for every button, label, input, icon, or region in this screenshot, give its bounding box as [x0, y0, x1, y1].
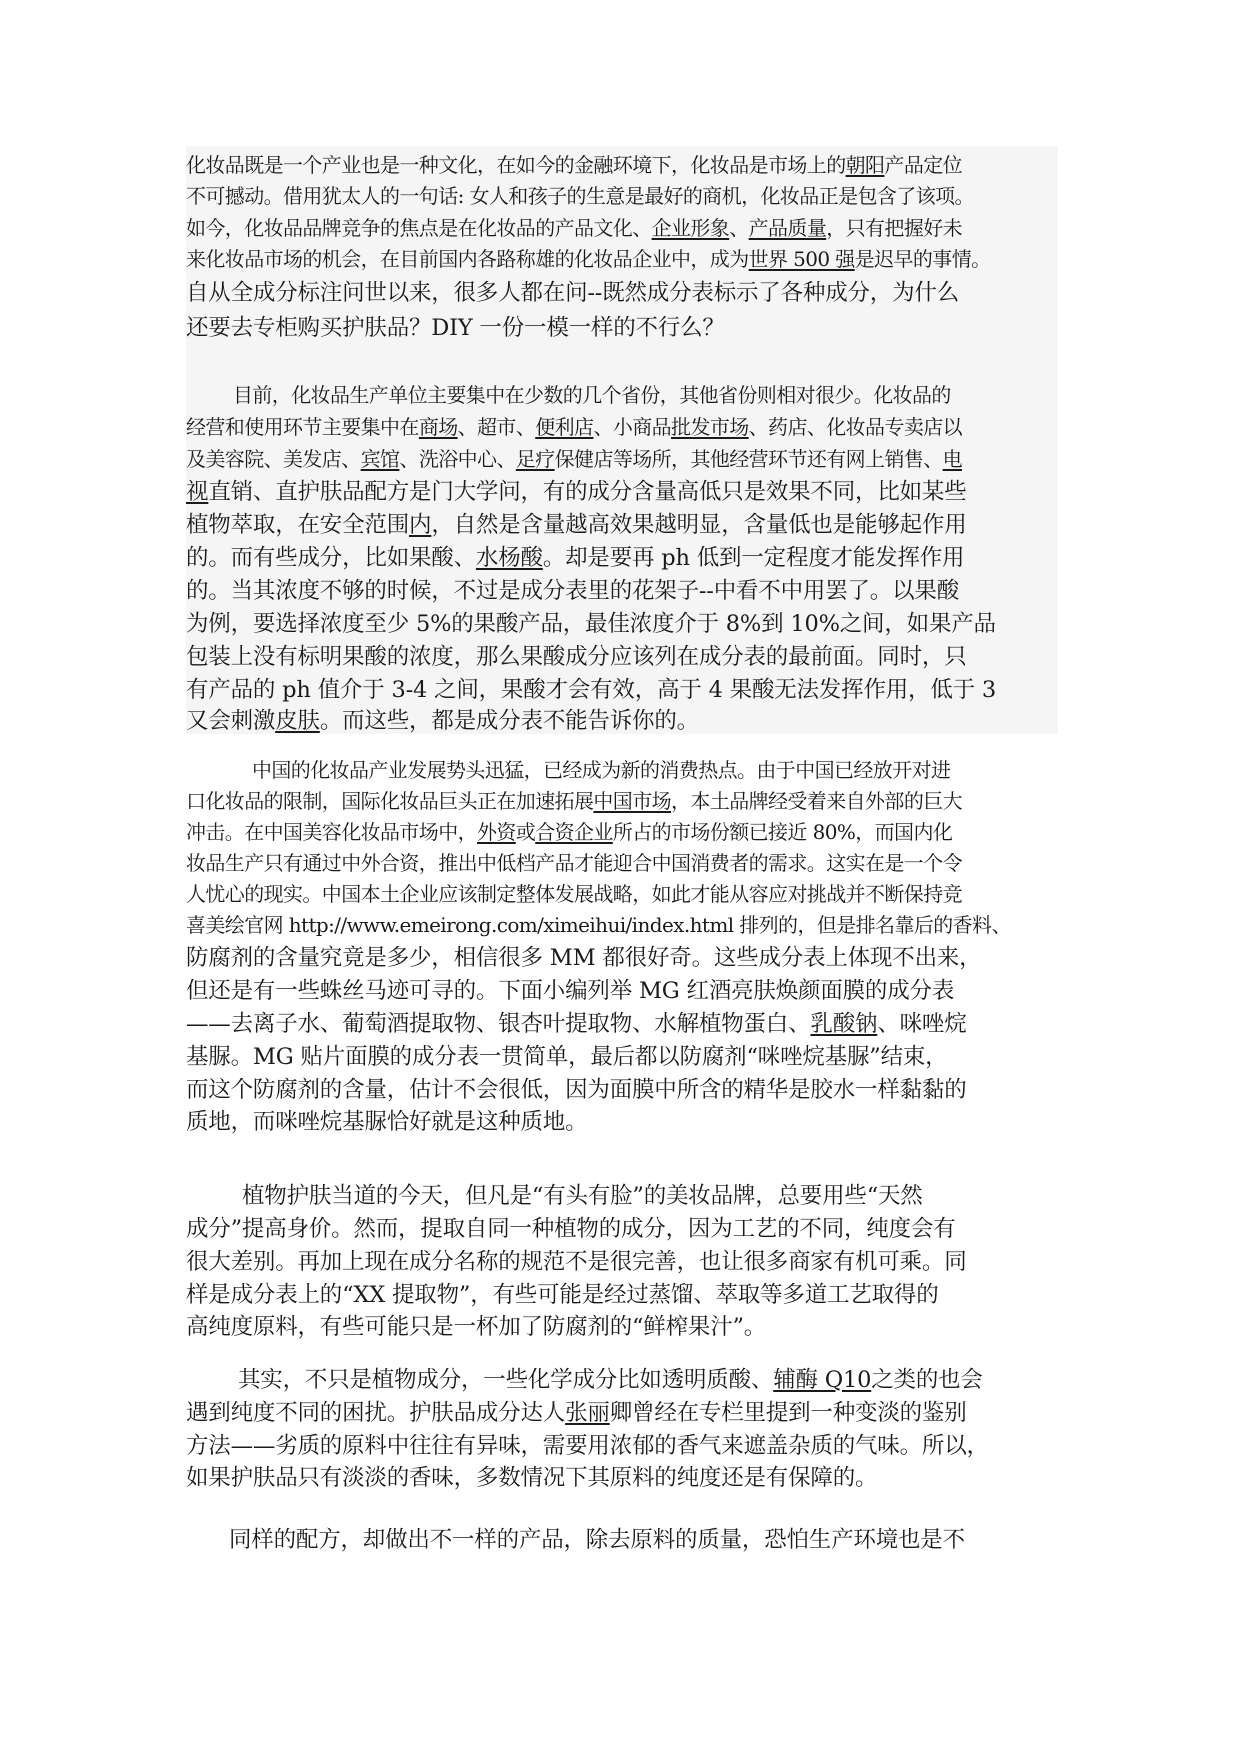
text-segment: ，自然是含量越高效果越明显，含量低也是能够起作用 — [431, 512, 967, 538]
paragraph-2 — [186, 368, 1058, 734]
text-segment: 如今，化妆品品牌竞争的焦点是在化妆品的产品文化、 — [186, 216, 652, 240]
text-segment: 、洗浴中心、 — [399, 447, 516, 471]
paragraph-6 — [186, 1524, 1058, 1564]
text-segment: 是迟早的事情。 — [854, 247, 991, 271]
p3-line — [186, 848, 962, 878]
p2-line — [186, 542, 964, 574]
text-segment: 、咪唑烷 — [877, 1011, 967, 1037]
p3-line — [252, 755, 950, 785]
p1-line — [186, 181, 974, 211]
p2-line — [186, 641, 967, 673]
text-segment: 及美容院、美发店、 — [186, 447, 361, 471]
text-segment: 、超市、 — [457, 415, 536, 439]
text-segment: 喜美绘官网 http://www.emeirong.com/ximeihui/index.html 排列的，但是排名靠后的香料、 — [186, 913, 1011, 937]
text-segment: 口化妆品的限制，国际化妆品巨头正在加速拓展 — [186, 789, 594, 813]
p2-line — [233, 380, 951, 410]
paragraph-3 — [186, 755, 1058, 1175]
text-segment: 样是成分表上的“XX 提取物”，有些可能是经过蒸馏、萃取等多道工艺取得的 — [186, 1282, 939, 1308]
p1-line — [186, 312, 725, 344]
inline-link[interactable]: 合资企业 — [535, 820, 613, 844]
text-segment: 而这个防腐剂的含量，估计不会很低，因为面膜中所含的精华是胶水一样黏黏的 — [186, 1077, 967, 1103]
text-segment: 方法——劣质的原料中往往有异味，需要用浓郁的香气来遮盖杂质的气味。所以， — [186, 1433, 989, 1459]
text-segment: 来化妆品市场的机会，在目前国内各路称雄的化妆品企业中，成为 — [186, 247, 749, 271]
p3-line — [186, 786, 962, 816]
p3-line — [186, 1106, 587, 1138]
p4-line — [186, 1213, 956, 1245]
inline-link[interactable]: 便利店 — [535, 415, 594, 439]
text-segment: 包装上没有标明果酸的浓度，那么果酸成分应该列在成分表的最前面。同时，只 — [186, 644, 967, 670]
p3-line — [186, 1074, 967, 1106]
inline-link[interactable]: 世界 500 强 — [748, 247, 855, 271]
inline-link[interactable]: 产品质量 — [748, 216, 827, 240]
text-segment: 目前，化妆品生产单位主要集中在少数的几个省份，其他省份则相对很少。化妆品的 — [233, 383, 951, 407]
text-segment: 不可撼动。借用犹太人的一句话: 女人和孩子的生意是最好的商机，化妆品正是包含了该项。 — [186, 184, 974, 208]
text-segment: 的。当其浓度不够的时候，不过是成分表里的花架子--中看不中用罢了。以果酸 — [186, 578, 960, 604]
text-segment: 为例，要选择浓度至少 5%的果酸产品，最佳浓度介于 8%到 10%之间，如果产品 — [186, 611, 996, 637]
text-segment: ，本土品牌经受着来自外部的巨大 — [671, 789, 963, 813]
p3-line — [186, 942, 981, 974]
inline-link[interactable]: 企业形象 — [651, 216, 730, 240]
text-segment: 基脲。MG 贴片面膜的成分表一贯简单，最后都以防腐剂“咪唑烷基脲”结束， — [186, 1044, 948, 1070]
p4-line — [186, 1311, 766, 1343]
inline-link[interactable]: 商场 — [418, 415, 458, 439]
text-segment: 很大差别。再加上现在成分名称的规范不是很完善，也让很多商家有机可乘。同 — [186, 1249, 967, 1275]
inline-link[interactable]: 张丽 — [565, 1400, 610, 1426]
p3-line — [186, 817, 952, 847]
p3-line — [186, 975, 954, 1007]
text-segment: 、小商品 — [593, 415, 672, 439]
text-segment: 自从全成分标注问世以来，很多人都在问--既然成分表标示了各种成分，为什么 — [186, 280, 960, 306]
text-segment: 产品定位 — [884, 153, 963, 177]
p1-line — [186, 277, 959, 309]
p3-line — [186, 1041, 947, 1073]
p4-line — [242, 1180, 923, 1212]
p2-line — [186, 476, 967, 508]
text-segment: ——去离子水、葡萄酒提取物、银杏叶提取物、水解植物蛋白、 — [186, 1011, 811, 1037]
p2-line — [186, 509, 967, 541]
text-segment: 防腐剂的含量究竟是多少，相信很多 MM 都很好奇。这些成分表上体现不出来， — [186, 945, 982, 971]
p2-line — [186, 412, 962, 442]
text-segment: 植物萃取，在安全范围 — [186, 512, 410, 538]
text-segment: 冲击。在中国美容化妆品市场中， — [186, 820, 477, 844]
p2-line — [186, 575, 959, 607]
p1-line — [186, 213, 962, 243]
p3-line — [186, 879, 962, 909]
inline-link[interactable]: 外资 — [477, 820, 516, 844]
text-segment: 、药店、化妆品专卖店以 — [748, 415, 963, 439]
p2-line — [186, 608, 996, 640]
text-segment: 卿曾经在专栏里提到一种变淡的鉴别 — [609, 1400, 967, 1426]
text-segment: 其实，不只是植物成分，一些化学成分比如透明质酸、 — [238, 1367, 774, 1393]
p5-line — [186, 1430, 989, 1462]
text-segment: 中国的化妆品产业发展势头迅猛，已经成为新的消费热点。由于中国已经放开对进 — [252, 758, 951, 782]
text-segment: 直销、直护肤品配方是门大学问，有的成分含量高低只是效果不同，比如某些 — [208, 479, 967, 505]
text-segment: 妆品生产只有通过中外合资，推出中低档产品才能迎合中国消费者的需求。这实在是一个令 — [186, 851, 962, 875]
text-segment: 化妆品既是一个产业也是一种文化，在如今的金融环境下，化妆品是市场上的 — [186, 153, 846, 177]
text-segment: 或 — [515, 820, 536, 844]
text-segment: 还要去专柜购买护肤品？DIY 一份一模一样的不行么？ — [186, 315, 725, 341]
text-segment: 植物护肤当道的今天，但凡是“有头有脸”的美妆品牌，总要用些“天然 — [242, 1183, 923, 1209]
inline-link[interactable]: 视 — [186, 479, 209, 505]
text-segment: 、 — [729, 216, 749, 240]
paragraph-5 — [186, 1364, 1058, 1504]
p3-line — [186, 910, 1011, 940]
inline-link[interactable]: 辅酶 Q10 — [773, 1367, 872, 1393]
inline-link[interactable]: 批发市场 — [671, 415, 749, 439]
inline-link[interactable]: 内 — [409, 512, 432, 538]
text-segment: 又会刺激 — [186, 708, 276, 734]
inline-link[interactable]: 宾馆 — [360, 447, 400, 471]
text-segment: 高纯度原料，有些可能只是一杯加了防腐剂的“鲜榨果汁”。 — [186, 1314, 767, 1340]
inline-link[interactable]: 皮肤 — [275, 708, 320, 734]
paragraph-1 — [186, 146, 1058, 368]
text-segment: 的。而有些成分，比如果酸、 — [186, 545, 476, 571]
p5-line — [238, 1364, 983, 1396]
text-segment: 成分”提高身价。然而，提取自同一种植物的成分，因为工艺的不同，纯度会有 — [186, 1216, 956, 1242]
inline-link[interactable]: 电 — [942, 447, 963, 471]
inline-link[interactable]: 足疗 — [515, 447, 555, 471]
text-segment: ，只有把握好未 — [826, 216, 963, 240]
text-segment: 人忧心的现实。中国本土企业应该制定整体发展战略，如此才能从容应对挑战并不断保持竞 — [186, 882, 962, 906]
text-segment: 所占的市场份额已接近 80%，而国内化 — [612, 820, 953, 844]
text-segment: 之类的也会 — [871, 1367, 983, 1393]
text-segment: 如果护肤品只有淡淡的香味，多数情况下其原料的纯度还是有保障的。 — [186, 1465, 878, 1491]
text-segment: 经营和使用环节主要集中在 — [186, 415, 419, 439]
text-segment: 同样的配方，却做出不一样的产品，除去原料的质量，恐怕生产环境也是不 — [229, 1527, 965, 1553]
p4-line — [186, 1279, 939, 1311]
text-segment: 但还是有一些蛛丝马迹可寻的。下面小编列举 MG 红酒亮肤焕颜面膜的成分表 — [186, 978, 955, 1004]
p2-line — [186, 444, 962, 474]
text-segment: 质地，而咪唑烷基脲恰好就是这种质地。 — [186, 1109, 588, 1135]
p1-line — [186, 244, 991, 274]
inline-link[interactable]: 乳酸钠 — [810, 1011, 878, 1037]
text-segment: 遇到纯度不同的困扰。护肤品成分达人 — [186, 1400, 566, 1426]
paragraph-4 — [186, 1180, 1058, 1355]
p2-line — [186, 705, 699, 737]
p5-line — [186, 1397, 967, 1429]
p2-line — [186, 674, 996, 706]
inline-link[interactable]: 中国市场 — [593, 789, 672, 813]
p3-line — [186, 1008, 967, 1040]
p4-line — [186, 1246, 967, 1278]
text-segment: 。却是要再 ph 低到一定程度才能发挥作用 — [542, 545, 965, 571]
text-segment: 有产品的 ph 值介于 3-4 之间，果酸才会有效，高于 4 果酸无法发挥作用，低于 3 — [186, 677, 997, 703]
p1-line — [186, 150, 962, 180]
inline-link[interactable]: 水杨酸 — [475, 545, 543, 571]
text-segment: 。而这些，都是成分表不能告诉你的。 — [319, 708, 699, 734]
text-segment: 保健店等场所，其他经营环节还有网上销售、 — [554, 447, 943, 471]
p5-line — [186, 1462, 877, 1494]
p6-line — [229, 1524, 965, 1556]
inline-link[interactable]: 朝阳 — [845, 153, 885, 177]
